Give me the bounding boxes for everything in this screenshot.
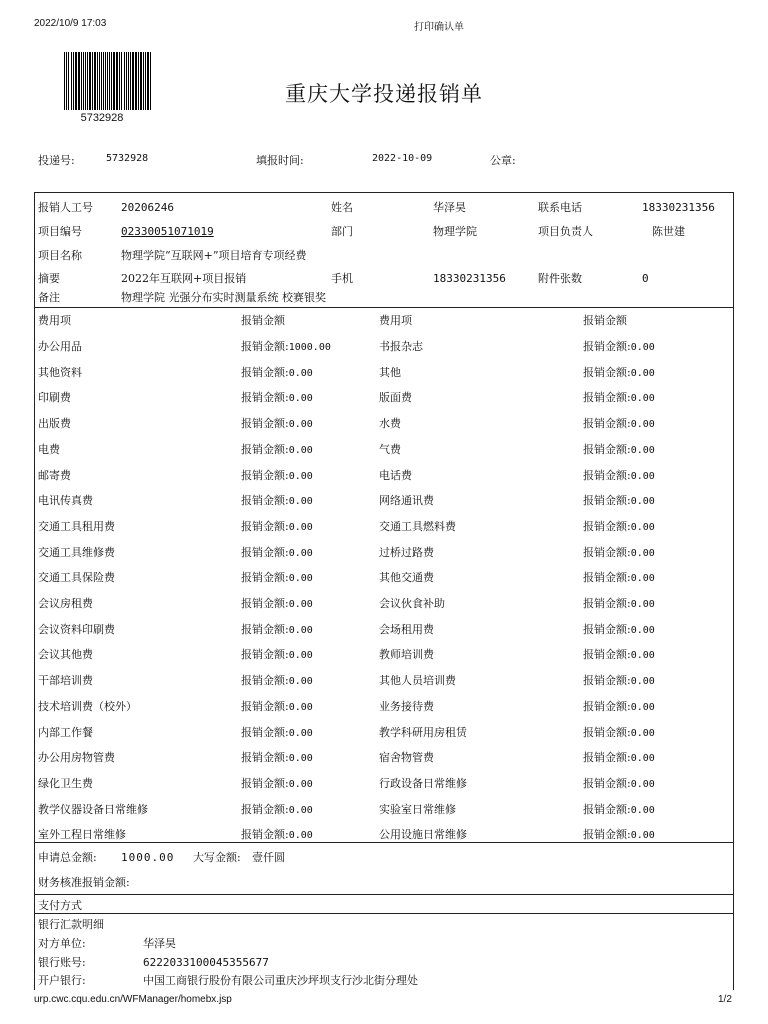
expense-header-item-left: 费用项 xyxy=(38,314,71,327)
amount-prefix: 报销金额: xyxy=(241,777,289,790)
expense-item-right: 实验室日常维修 xyxy=(379,803,456,816)
amount-prefix: 报销金额: xyxy=(241,726,289,739)
expense-amount-left xyxy=(241,775,313,791)
expense-item-left: 出版费 xyxy=(38,417,71,430)
amount-value: 0.00 xyxy=(630,496,655,507)
amount-prefix: 报销金额: xyxy=(241,803,289,816)
expense-item-right: 行政设备日常维修 xyxy=(379,777,467,790)
expense-item-right: 其他人员培训费 xyxy=(379,674,456,687)
expense-header-item-right: 费用项 xyxy=(379,314,412,327)
amount-value: 0.00 xyxy=(630,445,655,456)
amount-prefix: 报销金额: xyxy=(583,700,631,713)
expense-item-left: 交通工具维修费 xyxy=(38,546,115,559)
print-title: 打印确认单 xyxy=(414,22,464,33)
expense-amount-right xyxy=(583,569,655,585)
expense-amount-right xyxy=(583,441,655,457)
expense-amount-right xyxy=(583,364,655,380)
amount-value: 0.00 xyxy=(288,496,313,507)
expense-item-right: 水费 xyxy=(379,417,401,430)
account-label: 银行账号: xyxy=(38,956,86,969)
amount-prefix: 报销金额: xyxy=(241,469,289,482)
expense-item-right: 书报杂志 xyxy=(379,340,423,353)
amount-prefix: 报销金额: xyxy=(583,417,631,430)
expense-amount-right xyxy=(583,672,655,688)
dept-label: 部门 xyxy=(331,225,353,238)
expense-amount-left xyxy=(241,389,313,405)
capital-value: 壹仟圆 xyxy=(252,851,285,864)
amount-value: 0.00 xyxy=(630,779,655,790)
amount-value: 0.00 xyxy=(288,830,313,841)
expense-amount-left xyxy=(241,826,313,842)
amount-value: 0.00 xyxy=(288,753,313,764)
expense-item-left: 电费 xyxy=(38,443,60,456)
amount-value: 0.00 xyxy=(630,342,655,353)
amount-value: 0.00 xyxy=(630,573,655,584)
summary-value: 2022年互联网+项目报销 xyxy=(121,272,247,285)
amount-prefix: 报销金额: xyxy=(241,443,289,456)
expense-item-left: 办公用品 xyxy=(38,340,82,353)
amount-prefix: 报销金额: xyxy=(583,828,631,841)
amount-prefix: 报销金额: xyxy=(583,803,631,816)
delivery-no-label: 投递号: xyxy=(38,154,75,167)
expense-amount-left xyxy=(241,338,331,354)
expense-header-amount-left: 报销金额 xyxy=(241,314,285,327)
amount-value: 0.00 xyxy=(288,522,313,533)
bank-detail-label: 银行汇款明细 xyxy=(38,918,104,931)
expense-item-right: 会场租用费 xyxy=(379,623,434,636)
expense-item-left: 内部工作餐 xyxy=(38,726,93,739)
fill-time-label: 填报时间: xyxy=(256,154,304,167)
expense-item-left: 交通工具租用费 xyxy=(38,520,115,533)
amount-prefix: 报销金额: xyxy=(241,597,289,610)
mobile-value: 18330231356 xyxy=(433,272,506,285)
expense-amount-left xyxy=(241,544,313,560)
amount-prefix: 报销金额: xyxy=(241,828,289,841)
expense-item-right: 其他 xyxy=(379,366,401,379)
expense-amount-left xyxy=(241,646,313,662)
amount-prefix: 报销金额: xyxy=(583,443,631,456)
expense-item-right: 其他交通费 xyxy=(379,571,434,584)
amount-prefix: 报销金额: xyxy=(241,366,289,379)
project-name-value: 物理学院“互联网+”项目培育专项经费 xyxy=(121,249,307,262)
expense-item-left: 干部培训费 xyxy=(38,674,93,687)
account-value: 6222033100045355677 xyxy=(143,956,269,969)
expense-amount-right xyxy=(583,698,655,714)
expense-header-amount-right: 报销金额 xyxy=(583,314,627,327)
phone-value: 18330231356 xyxy=(642,201,715,214)
project-name-label: 项目名称 xyxy=(38,249,82,262)
amount-value: 0.00 xyxy=(288,548,313,559)
amount-prefix: 报销金额: xyxy=(241,571,289,584)
attach-count: 0 xyxy=(642,272,649,285)
amount-value: 0.00 xyxy=(630,830,655,841)
expense-amount-right xyxy=(583,492,655,508)
total-label: 申请总金额: xyxy=(38,851,97,864)
expense-amount-right xyxy=(583,518,655,534)
project-no-link[interactable]: 02330051071019 xyxy=(121,225,214,238)
expense-item-right: 教学科研用房租赁 xyxy=(379,726,467,739)
amount-value: 0.00 xyxy=(630,471,655,482)
total-value: 1000.00 xyxy=(121,851,175,864)
expense-item-left: 会议其他费 xyxy=(38,648,93,661)
page-url: urp.cwc.cqu.edu.cn/WFManager/homebx.jsp xyxy=(34,994,232,1005)
bank-label: 开户银行: xyxy=(38,974,86,987)
expense-amount-right xyxy=(583,826,655,842)
amount-prefix: 报销金额: xyxy=(583,726,631,739)
expense-amount-left xyxy=(241,595,313,611)
amount-prefix: 报销金额: xyxy=(583,494,631,507)
expense-amount-right xyxy=(583,338,655,354)
document-title: 重庆大学投递报销单 xyxy=(285,82,483,106)
attach-label: 附件张数 xyxy=(538,272,582,285)
page-number: 1/2 xyxy=(718,994,732,1005)
expense-amount-left xyxy=(241,621,313,637)
amount-prefix: 报销金额: xyxy=(583,751,631,764)
expense-item-left: 教学仪器设备日常维修 xyxy=(38,803,148,816)
fill-time: 2022-10-09 xyxy=(372,153,433,164)
project-lead-value: 陈世建 xyxy=(652,225,685,238)
amount-value: 0.00 xyxy=(630,753,655,764)
expense-item-left: 会议房租费 xyxy=(38,597,93,610)
expense-amount-left xyxy=(241,698,313,714)
print-datetime: 2022/10/9 17:03 xyxy=(34,18,107,29)
summary-label: 摘要 xyxy=(38,272,60,285)
expense-amount-left xyxy=(241,364,313,380)
expense-amount-right xyxy=(583,544,655,560)
expense-amount-right xyxy=(583,595,655,611)
amount-prefix: 报销金额: xyxy=(583,340,631,353)
amount-value: 0.00 xyxy=(630,548,655,559)
amount-prefix: 报销金额: xyxy=(583,648,631,661)
expense-amount-right xyxy=(583,467,655,483)
amount-prefix: 报销金额: xyxy=(583,777,631,790)
amount-value: 0.00 xyxy=(288,702,313,713)
amount-value: 0.00 xyxy=(288,728,313,739)
expense-item-right: 网络通讯费 xyxy=(379,494,434,507)
amount-value: 0.00 xyxy=(288,573,313,584)
payee-label: 对方单位: xyxy=(38,937,86,950)
expense-amount-right xyxy=(583,724,655,740)
amount-value: 0.00 xyxy=(288,393,313,404)
amount-prefix: 报销金额: xyxy=(241,417,289,430)
expense-amount-right xyxy=(583,389,655,405)
amount-prefix: 报销金额: xyxy=(241,623,289,636)
expense-amount-right xyxy=(583,749,655,765)
amount-value: 0.00 xyxy=(630,728,655,739)
amount-value: 0.00 xyxy=(630,419,655,430)
expense-item-right: 公用设施日常维修 xyxy=(379,828,467,841)
amount-prefix: 报销金额: xyxy=(583,391,631,404)
amount-prefix: 报销金额: xyxy=(583,597,631,610)
amount-prefix: 报销金额: xyxy=(241,520,289,533)
expense-item-right: 过桥过路费 xyxy=(379,546,434,559)
reimburser-id: 20206246 xyxy=(121,201,174,214)
amount-value: 0.00 xyxy=(288,445,313,456)
payment-section xyxy=(34,894,734,990)
reimburser-id-label: 报销人工号 xyxy=(38,201,93,214)
barcode-number: 5732928 xyxy=(80,112,124,124)
expense-amount-left xyxy=(241,467,313,483)
expense-amount-left xyxy=(241,518,313,534)
expense-amount-right xyxy=(583,621,655,637)
amount-value: 0.00 xyxy=(288,471,313,482)
amount-prefix: 报销金额: xyxy=(241,494,289,507)
amount-prefix: 报销金额: xyxy=(241,648,289,661)
expense-item-left: 其他资料 xyxy=(38,366,82,379)
payee-value: 华泽昊 xyxy=(143,937,176,950)
capital-label: 大写金额: xyxy=(193,851,241,864)
expense-amount-right xyxy=(583,415,655,431)
amount-value: 0.00 xyxy=(630,522,655,533)
phone-label: 联系电话 xyxy=(538,201,582,214)
expense-amount-left xyxy=(241,441,313,457)
expense-item-right: 交通工具燃料费 xyxy=(379,520,456,533)
amount-value: 1000.00 xyxy=(288,342,331,353)
amount-prefix: 报销金额: xyxy=(583,520,631,533)
expense-item-right: 会议伙食补助 xyxy=(379,597,445,610)
expense-item-right: 电话费 xyxy=(379,469,412,482)
delivery-no: 5732928 xyxy=(106,153,149,164)
seal-label: 公章: xyxy=(490,154,516,167)
expense-amount-left xyxy=(241,749,313,765)
expense-amount-right xyxy=(583,801,655,817)
expense-item-left: 邮寄费 xyxy=(38,469,71,482)
info-section xyxy=(34,192,734,308)
expense-amount-right xyxy=(583,646,655,662)
expense-item-left: 印刷费 xyxy=(38,391,71,404)
project-lead-label: 项目负责人 xyxy=(538,225,593,238)
expense-item-right: 教师培训费 xyxy=(379,648,434,661)
expense-item-left: 办公用房物管费 xyxy=(38,751,115,764)
amount-value: 0.00 xyxy=(630,702,655,713)
amount-prefix: 报销金额: xyxy=(583,674,631,687)
amount-value: 0.00 xyxy=(288,419,313,430)
expense-amount-left xyxy=(241,724,313,740)
remark-label: 备注 xyxy=(38,291,60,304)
amount-prefix: 报销金额: xyxy=(241,700,289,713)
amount-value: 0.00 xyxy=(288,779,313,790)
name-value: 华泽昊 xyxy=(433,201,466,214)
amount-value: 0.00 xyxy=(288,599,313,610)
amount-value: 0.00 xyxy=(288,805,313,816)
expense-item-left: 交通工具保险费 xyxy=(38,571,115,584)
remark-value: 物理学院 光强分布实时测量系统 校赛银奖 xyxy=(121,291,326,304)
amount-value: 0.00 xyxy=(288,676,313,687)
expense-amount-left xyxy=(241,801,313,817)
amount-value: 0.00 xyxy=(630,599,655,610)
bank-value: 中国工商银行股份有限公司重庆沙坪坝支行沙北街分理处 xyxy=(143,974,418,987)
amount-prefix: 报销金额: xyxy=(241,340,289,353)
amount-prefix: 报销金额: xyxy=(583,469,631,482)
amount-prefix: 报销金额: xyxy=(241,546,289,559)
amount-prefix: 报销金额: xyxy=(583,571,631,584)
expense-amount-left xyxy=(241,672,313,688)
expense-item-left: 室外工程日常维修 xyxy=(38,828,126,841)
amount-prefix: 报销金额: xyxy=(241,674,289,687)
expense-item-left: 会议资料印刷费 xyxy=(38,623,115,636)
amount-prefix: 报销金额: xyxy=(241,391,289,404)
expense-item-right: 版面费 xyxy=(379,391,412,404)
expense-item-left: 技术培训费（校外） xyxy=(38,700,137,713)
expense-item-right: 业务接待费 xyxy=(379,700,434,713)
project-no-label: 项目编号 xyxy=(38,225,82,238)
expense-item-right: 宿舍物管费 xyxy=(379,751,434,764)
expense-item-right: 气费 xyxy=(379,443,401,456)
amount-value: 0.00 xyxy=(630,805,655,816)
expense-amount-left xyxy=(241,569,313,585)
amount-value: 0.00 xyxy=(288,625,313,636)
amount-prefix: 报销金额: xyxy=(583,546,631,559)
amount-prefix: 报销金额: xyxy=(241,751,289,764)
amount-value: 0.00 xyxy=(630,393,655,404)
expense-amount-left xyxy=(241,415,313,431)
expense-amount-left xyxy=(241,492,313,508)
amount-prefix: 报销金额: xyxy=(583,623,631,636)
expense-item-left: 电讯传真费 xyxy=(38,494,93,507)
expense-amount-right xyxy=(583,775,655,791)
amount-value: 0.00 xyxy=(630,625,655,636)
mobile-label: 手机 xyxy=(331,272,353,285)
name-label: 姓名 xyxy=(331,201,353,214)
expense-item-left: 绿化卫生费 xyxy=(38,777,93,790)
approved-label: 财务核准报销金额: xyxy=(38,876,130,889)
dept-value: 物理学院 xyxy=(433,225,477,238)
amount-value: 0.00 xyxy=(288,650,313,661)
amount-value: 0.00 xyxy=(630,368,655,379)
expense-table xyxy=(34,307,734,843)
amount-prefix: 报销金额: xyxy=(583,366,631,379)
amount-value: 0.00 xyxy=(288,368,313,379)
amount-value: 0.00 xyxy=(630,650,655,661)
totals-section xyxy=(34,842,734,895)
amount-value: 0.00 xyxy=(630,676,655,687)
payment-method-label: 支付方式 xyxy=(38,899,82,912)
